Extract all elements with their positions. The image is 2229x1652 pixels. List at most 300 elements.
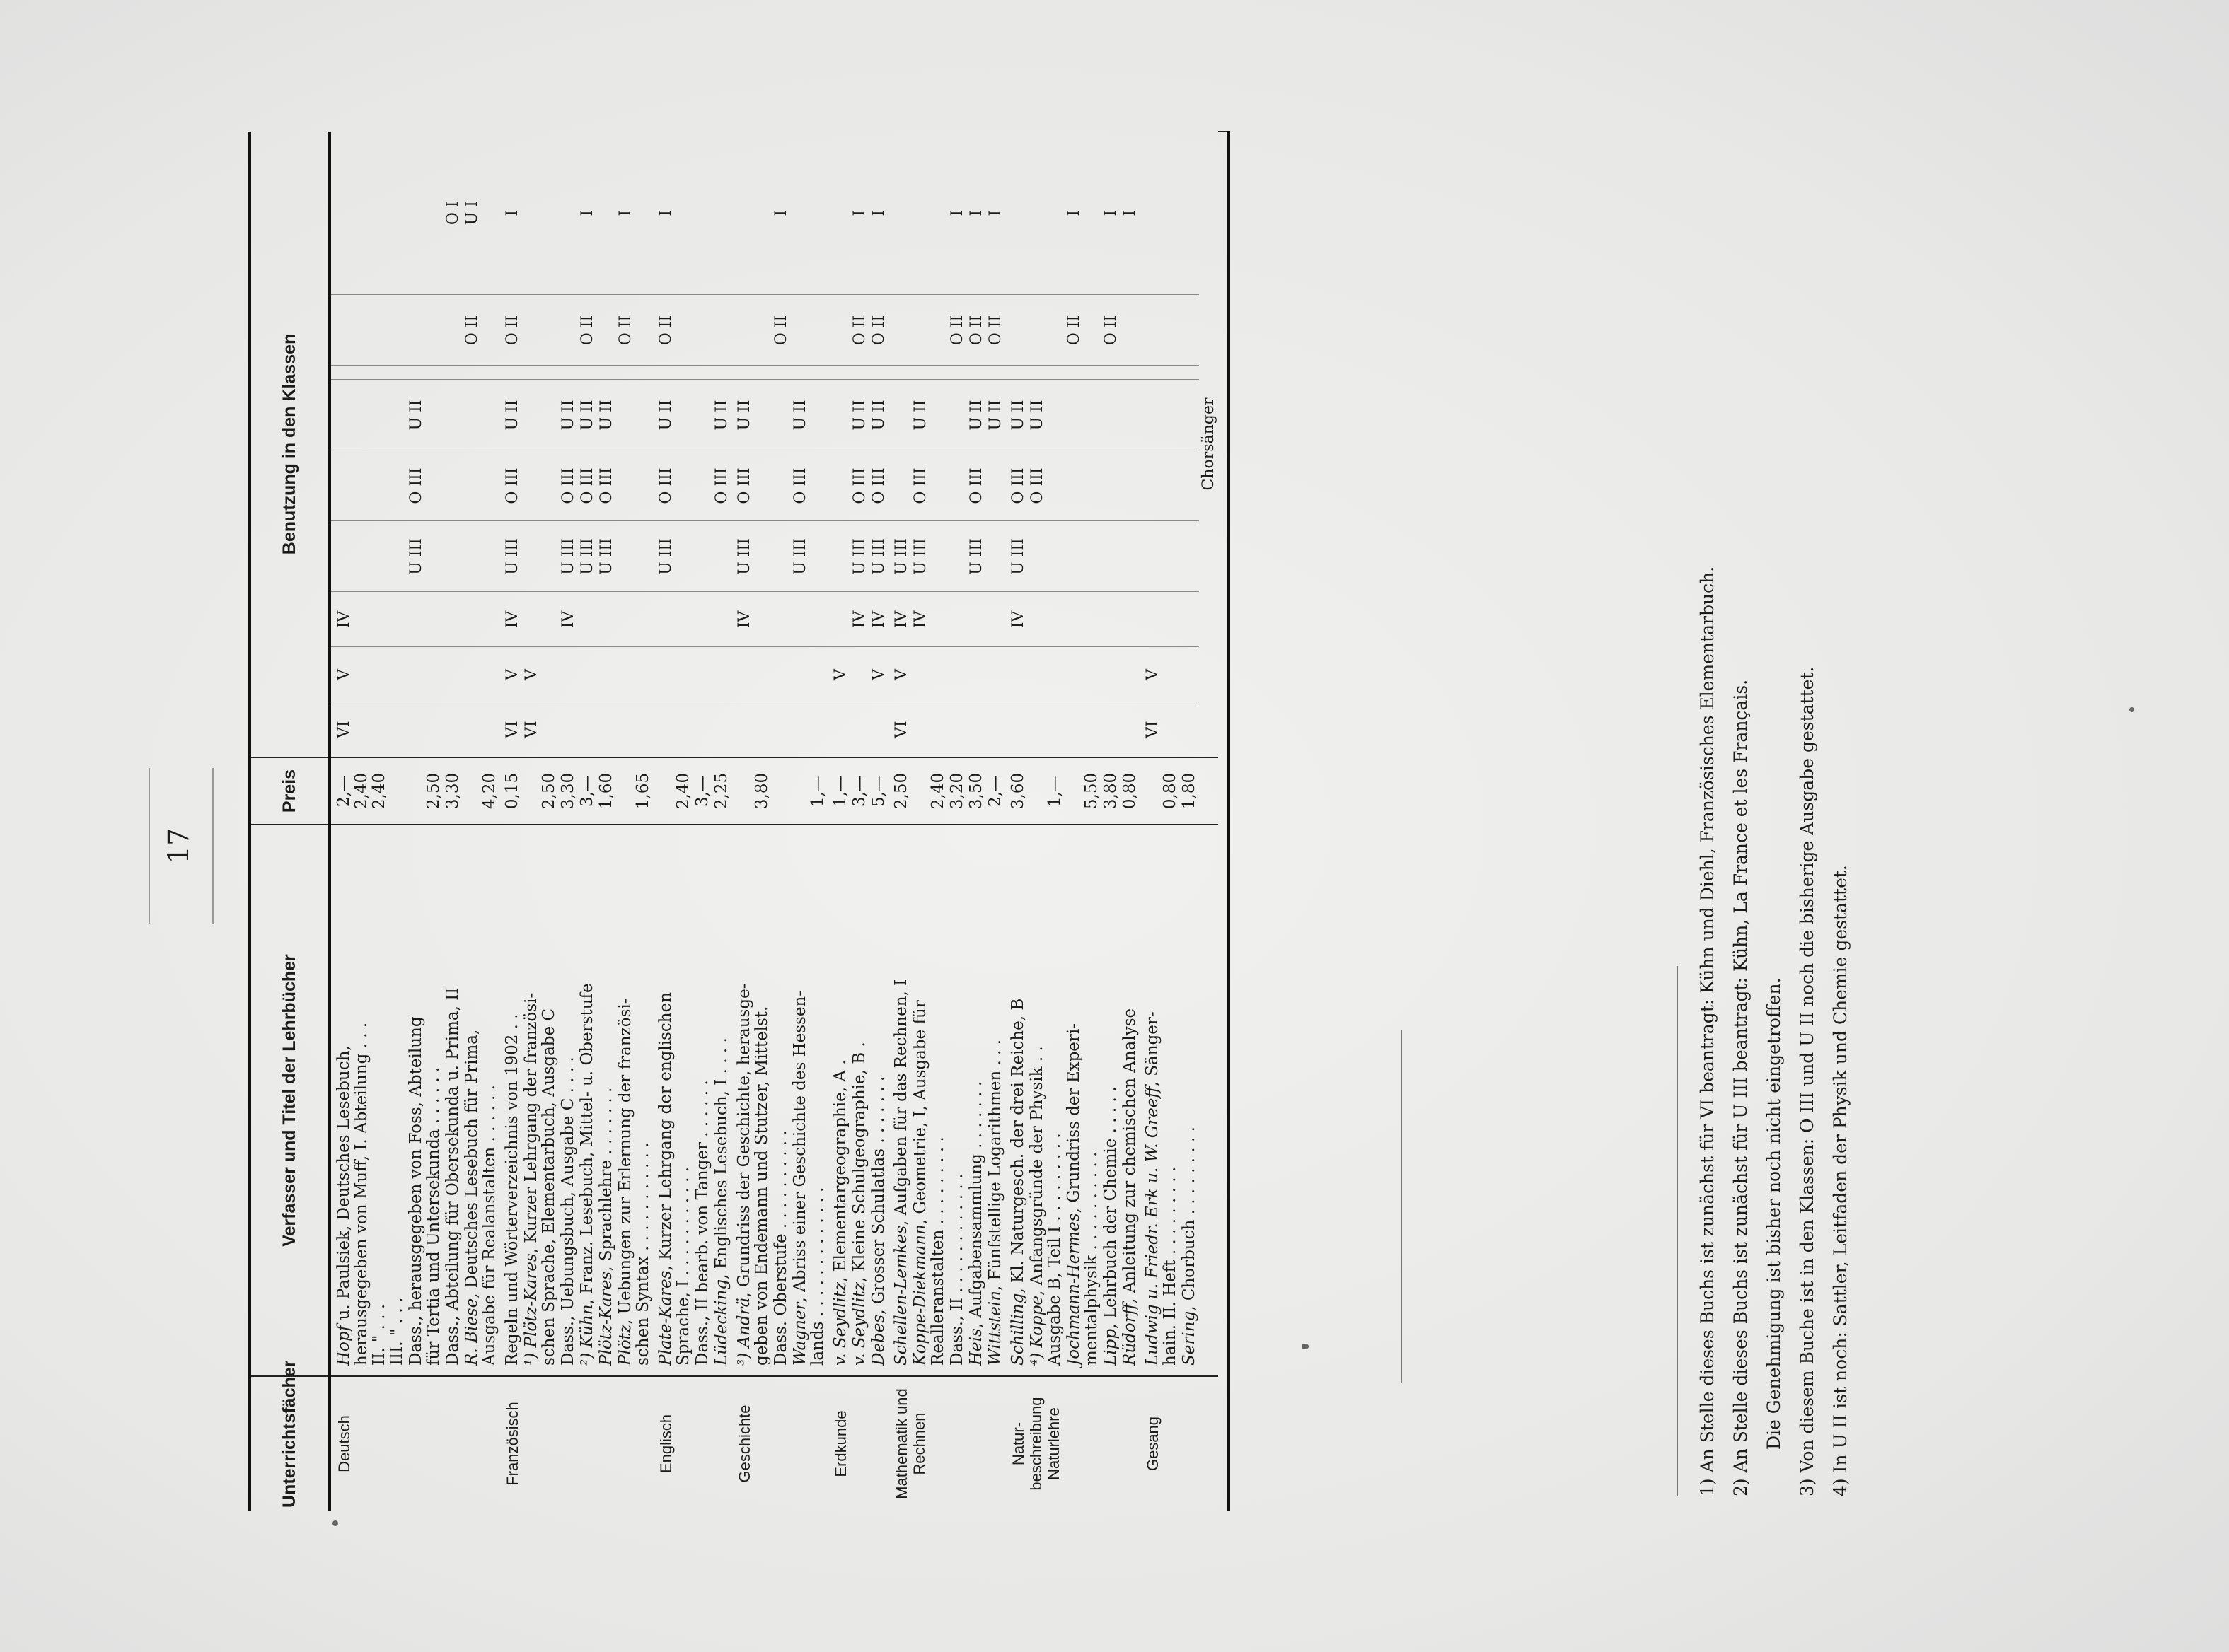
class-cell-c3: IV [330,592,407,647]
class-cell-c5 [1121,450,1140,521]
class-cell-c9: I [851,209,869,216]
class-cell-c1: VI [499,702,522,757]
price-cell: 3,30 [444,757,463,825]
book-title-cell [888,825,911,1376]
book-author: Plötz-Kares [597,1271,615,1366]
class-cell-c6: U II [986,380,1005,450]
table-row [463,132,499,1511]
class-cell-c4 [330,521,407,592]
subject-cell: Geschichte [731,1376,828,1511]
class-cell-c1 [967,702,986,757]
class-cell-c5 [616,450,653,521]
class-cell-c7 [693,366,712,380]
class-cell-c9 [888,132,911,295]
class-cell-c9: I [968,209,985,216]
class-cell-c4 [948,521,967,592]
class-cell-c8: O II [499,295,522,366]
class-cell-c3 [407,592,444,647]
class-cell-c2 [967,647,986,702]
price-cell: 5,— [869,757,888,825]
header-title: Verfasser und Titel der Lehrbücher [250,825,330,1376]
class-cell-c2 [578,647,597,702]
class-cell-c8: O II [986,295,1005,366]
book-title: , Uebungen zur Erlernung der französi- schen Syntax . . . . . . . . . . . [616,998,652,1366]
class-cell-c7 [559,366,578,380]
class-cell-c9: O I [444,201,462,226]
table-row [616,132,653,1511]
class-cell-c1: VI [888,702,911,757]
class-cell-c3 [444,592,463,647]
class-cell-c5: O III [407,450,444,521]
class-cell-c6 [828,380,850,450]
table-row [693,132,712,1511]
price-cell: 2,— 2,40 2,40 [330,757,407,825]
class-cell-c2 [1121,647,1140,702]
class-cell-c3 [1065,592,1101,647]
price-cell: 1,— [791,757,828,825]
class-cell-c1 [1028,702,1065,757]
price-cell: 1,80 [1180,757,1199,825]
table-row [522,132,559,1511]
class-cell-c1 [850,702,869,757]
class-cell-c1 [828,702,850,757]
class-cell-c2 [948,647,967,702]
table-row [578,132,597,1511]
class-cell-c6 [1121,380,1140,450]
table-row [597,132,616,1511]
class-cell-c3 [597,592,616,647]
class-cell-c8: O II [1101,295,1121,366]
class-cell-c6 [522,380,559,450]
class-cell-c5 [463,450,499,521]
class-cell-c2 [1101,647,1121,702]
class-cell-c3 [986,592,1005,647]
class-cell-c9 [597,132,616,295]
table-row [1005,132,1028,1511]
book-title-cell [1140,825,1180,1376]
book-title: , Abriss einer Geschichte des Hessen- lands . . . . . . . . . . . . . [791,990,827,1366]
book-title-cell [791,825,828,1376]
book-author: Plate-Kares [656,1270,675,1366]
class-cell-c5 [1101,450,1121,521]
class-cell-c8 [559,295,578,366]
book-title-cell [653,825,693,1376]
book-title: , Anleitung zur chemischen Analyse [1121,1008,1139,1303]
table-row [911,132,948,1511]
book-title-cell [444,825,463,1376]
class-cell-c6: U II [869,380,888,450]
class-cell-c8: O II [967,295,986,366]
class-cell-c2 [1028,647,1065,702]
class-cell-c3 [948,592,967,647]
book-title-cell [828,825,850,1376]
class-cell-c9: I [1065,209,1083,216]
class-cell-c7 [597,366,616,380]
class-cell-c3: IV [499,592,522,647]
page-number: 17 [163,827,195,864]
class-cell-c4: U III [653,521,693,592]
book-title: , Deutsches Lesebuch für Prima, Ausgabe für Realanstalten . . . . . . [463,1029,499,1366]
header-subject: Unterrichtsfächer [250,1376,330,1511]
class-cell-c8 [791,295,828,366]
class-cell-c4: U III [597,521,616,592]
class-cell-c9 [1005,132,1028,295]
class-cell-c8 [597,295,616,366]
class-cell-c8: O II [1065,295,1101,366]
table-row [888,132,911,1511]
class-cell-c1 [1005,702,1028,757]
book-title: , Geometrie, I, Ausgabe für Realleranstalten . . . . . . . . . [911,1000,947,1366]
book-title: , Englisches Lesebuch, I . . . . [712,1037,731,1279]
textbook-table [248,132,1230,1511]
table-row [772,132,791,1511]
book-author: Wittstein [986,1291,1005,1366]
table-row [1065,132,1101,1511]
class-cell-c5: O III [712,450,731,521]
book-author: ²) Kühn [578,1304,596,1366]
class-cell-c7 [330,366,407,380]
class-cell-c8 [731,295,772,366]
footnote-1: 1) An Stelle dieses Buchs ist zunächst für VI beantragt: Kühn und Diehl, Französisches Elementarbuch. [1697,566,1718,1496]
class-cell-c8 [828,295,850,366]
class-cell-c6: U II [597,380,616,450]
class-cell-c9 [712,132,731,295]
subject-cell: Englisch [653,1376,731,1511]
book-title: Dass., II bearb. von Tanger . . . . . . [693,1080,712,1366]
class-cell-c3 [1121,592,1140,647]
book-title-cell [559,825,578,1376]
empty-cell [1199,1376,1218,1511]
class-cell-c1 [869,702,888,757]
class-cell-c7 [828,366,850,380]
table-row [967,132,986,1511]
class-cell-c5: O III [597,450,616,521]
class-cell-c4: U III [791,521,828,592]
class-cell-c6 [444,380,463,450]
book-title: Dass. Oberstufe . . . . . . . . . . [772,1130,790,1366]
class-cell-c9 [1028,132,1065,295]
class-cell-c9 [828,132,850,295]
class-cell-c5: O III [967,450,986,521]
book-title-cell [869,825,888,1376]
class-cell-c2: V [522,647,559,702]
class-cell-c8: O II [463,295,499,366]
book-author: ³) Andrä [735,1297,753,1366]
book-title-cell [911,825,948,1376]
class-cell-c5 [330,450,407,521]
class-cell-c2: V [1140,647,1180,702]
book-title: , Kurzer Lehrgang der französi- schen Sprache, Elementarbuch, Ausgabe C [522,992,558,1366]
class-cell-c1 [948,702,967,757]
class-cell-c5: O III [869,450,888,521]
class-cell-c3 [772,592,791,647]
table-row [712,132,731,1511]
book-author: R. Biese [463,1298,481,1366]
table-row [948,132,967,1511]
class-cell-c7 [1140,366,1180,380]
book-author: v. Seydlitz [850,1281,869,1366]
table-row [869,132,888,1511]
book-title: , Aufgabensammlung . . . . . . . [967,1081,985,1329]
class-cell-c2 [1065,647,1101,702]
book-title-cell [1121,825,1140,1376]
price-cell: 3,— [693,757,712,825]
table-row [407,132,444,1511]
class-cell-c6 [330,380,407,450]
price-cell: 2,— [986,757,1005,825]
book-title: , Grosser Schulatlas . . . . . . . [869,1076,888,1315]
class-cell-c5 [1140,450,1180,521]
class-cell-c7 [499,366,522,380]
class-cell-c6 [1101,380,1121,450]
price-cell: 0,80 [1140,757,1180,825]
book-author: Jochmann-Hermes [1065,1213,1083,1366]
class-cell-c2 [444,647,463,702]
class-cell-c8: O II [772,295,791,366]
table-row [653,132,693,1511]
class-cell-c9 [407,132,444,295]
class-cell-c9 [911,132,948,295]
class-cell-c8 [444,295,463,366]
class-cell-c2 [712,647,731,702]
book-title: , Kurzer Lehrgang der englischen Sprache, I . . . . . . . . . . . [656,991,693,1366]
table-row [330,132,407,1511]
empty-cell [1199,825,1218,1376]
book-title: , Grundriss der Experi- mentalphysik . . . . . . . . . . [1065,1023,1101,1366]
table-row [850,132,869,1511]
class-cell-c3: IV [888,592,911,647]
book-author: Ludwig u. Friedr. Erk u. W. Greeff [1143,1086,1162,1366]
price-cell: 3,— [850,757,869,825]
class-cell-c5 [522,450,559,521]
book-author: Plötz [616,1324,635,1366]
book-title-cell [712,825,731,1376]
class-cell-c8: O II [616,295,653,366]
header-price: Preis [250,757,330,825]
class-cell-c7 [850,366,869,380]
class-cell-c4: U III [731,521,772,592]
class-cell-c9: I [504,209,521,216]
class-cell-c6 [888,380,911,450]
class-cell-c4 [828,521,850,592]
book-title: , Chorbuch . . . . . . . . . [1180,1127,1198,1311]
class-cell-c5: O III [653,450,693,521]
class-cell-c2 [986,647,1005,702]
class-cell-c3: IV [731,592,772,647]
header-classes: Benutzung in den Klassen [250,132,330,757]
class-cell-c3 [616,592,653,647]
class-cell-c9 [1180,132,1199,295]
class-cell-c5: O III [731,450,772,521]
class-cell-c2 [407,647,444,702]
book-title-cell [499,825,522,1376]
subject-cell: Französisch [499,1376,653,1511]
class-cell-c5 [693,450,712,521]
class-cell-c6: U II [578,380,597,450]
footnotes [1691,153,1857,1496]
table-row [1199,132,1218,1511]
class-cell-c7 [1005,366,1028,380]
book-author: Lipp [1101,1328,1120,1366]
class-cell-c7 [407,366,444,380]
table-row [1121,132,1140,1511]
class-cell-c6 [948,380,967,450]
book-title: Dass., Abteilung für Obersekunda u. Prima, II [444,987,462,1366]
class-cell-c9 [731,132,772,295]
book-author: Debes [869,1314,888,1366]
table-row [1180,132,1199,1511]
class-cell-c3: IV [869,592,888,647]
book-title-cell [850,825,869,1376]
price-cell: 0,15 [499,757,522,825]
book-author: ¹) Plötz-Kares [522,1253,540,1366]
book-author: Rüdorff [1121,1303,1139,1366]
class-cell-c4 [772,521,791,592]
class-cell-c1 [1101,702,1121,757]
class-cell-c8 [522,295,559,366]
class-cell-c3 [653,592,693,647]
class-cell-c8 [407,295,444,366]
class-cell-c2: V [869,647,888,702]
class-cell-c7 [772,366,791,380]
table-row [731,132,772,1511]
class-cell-c4: U III [967,521,986,592]
class-cell-c5: O III [791,450,828,521]
price-cell: 1,— [828,757,850,825]
class-cell-c9 [522,132,559,295]
class-cell-c1: VI [522,702,559,757]
class-cell-c6: U II [850,380,869,450]
class-cell-c7 [1028,366,1065,380]
price-cell: 3,20 [948,757,967,825]
class-cell-c3: IV [559,592,578,647]
price-cell: 1,65 [616,757,653,825]
class-cell-c8 [1121,295,1140,366]
class-cell-c9: I [579,209,596,216]
class-cell-c1 [463,702,499,757]
class-cell-c7 [1101,366,1121,380]
class-cell-c5: O III [850,450,869,521]
class-cell-c6: U II [407,380,444,450]
class-cell-c9 [1140,132,1180,295]
class-cell-c6: U II [791,380,828,450]
class-cell-c3 [828,592,850,647]
price-cell: 2,50 [407,757,444,825]
class-cell-c6 [1065,380,1101,450]
class-cell-c1 [693,702,712,757]
book-title-cell [522,825,559,1376]
class-cell-c5 [1065,450,1101,521]
class-cell-c5 [986,450,1005,521]
short-rule [1401,1030,1402,1383]
table-row [828,132,850,1511]
class-cell-c4: U III [911,521,948,592]
class-cell-c9: U I [463,201,481,226]
class-cell-c9: I [987,209,1005,216]
class-cell-c6 [1180,380,1199,450]
class-cell-c1 [772,702,791,757]
table-body [330,132,1229,1511]
class-cell-c2 [731,647,772,702]
class-cell-c2 [616,647,653,702]
book-title-cell [597,825,616,1376]
class-cell-c6 [616,380,653,450]
class-cell-c3 [1140,592,1180,647]
class-cell-c6: U II [911,380,948,450]
class-cell-c2: V [888,647,911,702]
class-cell-c6: U II [1005,380,1028,450]
book-title: Dass., Uebungsbuch, Ausgabe C . . . . [559,1057,577,1366]
class-cell-c7 [653,366,693,380]
table-row [1101,132,1121,1511]
class-cell-c3 [791,592,828,647]
class-cell-c7 [1121,366,1140,380]
class-cell-c4 [712,521,731,592]
class-cell-c4 [1180,521,1199,592]
class-cell-c8 [1180,295,1199,366]
class-cell-c5: O III [1028,450,1065,521]
class-cell-c4 [986,521,1005,592]
book-title: , Kl. Naturgesch. der drei Reiche, B [1009,998,1027,1293]
class-cell-c2: V [828,647,850,702]
price-cell: 2,50 [522,757,559,825]
class-cell-c7 [712,366,731,380]
class-cell-c1 [731,702,772,757]
book-title: , Sprachlehre . . . . . . . [597,1087,615,1272]
class-cell-c6 [463,380,499,450]
class-cell-c3 [1101,592,1121,647]
class-cell-c9: I [949,209,966,216]
class-cell-c3 [1180,592,1199,647]
class-cell-c2 [597,647,616,702]
table-bottom-rule [1218,132,1229,1511]
footnote-3: 3) Von diesem Buche ist in den Klassen: O III und U II noch die bisherige Ausgabe gestattet. [1797,666,1817,1496]
class-cell-c4: U III [850,521,869,592]
class-cell-c4 [1065,521,1101,592]
price-cell: 3,80 [731,757,772,825]
book-author: Hopf [335,1325,353,1366]
class-cell-c1 [597,702,616,757]
class-cell-c1 [444,702,463,757]
class-cell-c3 [712,592,731,647]
class-cell-c7 [616,366,653,380]
class-cell-c4 [1101,521,1121,592]
class-cell-c4 [522,521,559,592]
class-cell-c1 [616,702,653,757]
class-cell-c8 [1140,295,1180,366]
book-title-cell [986,825,1005,1376]
book-title-cell [407,825,444,1376]
class-cell-c4: U III [499,521,522,592]
class-cell-c9: I [870,209,888,216]
class-cell-c2 [1005,647,1028,702]
class-cell-c3 [693,592,712,647]
class-cell-c4 [616,521,653,592]
class-cell-c5: O III [559,450,578,521]
book-title: , Elementargeographie, A . [831,1059,850,1282]
class-cell-c6: U II [1028,380,1065,450]
class-cell-c4 [463,521,499,592]
subject-cell: Natur- beschreibung Naturlehre [1005,1376,1140,1511]
class-cell-c8 [911,295,948,366]
class-cell-c2 [850,647,869,702]
class-cell-c3 [578,592,597,647]
class-cell-c5: O III [911,450,948,521]
textbook-table-grid [248,131,1230,1511]
price-cell: 0,80 [1121,757,1140,825]
class-cell-c2 [653,647,693,702]
book-title: u. Paulsiek, Deutsches Lesebuch, herausgegeben von Muff, I. Abteilung . . . II. " . . . III. " . . . [335,1022,406,1366]
